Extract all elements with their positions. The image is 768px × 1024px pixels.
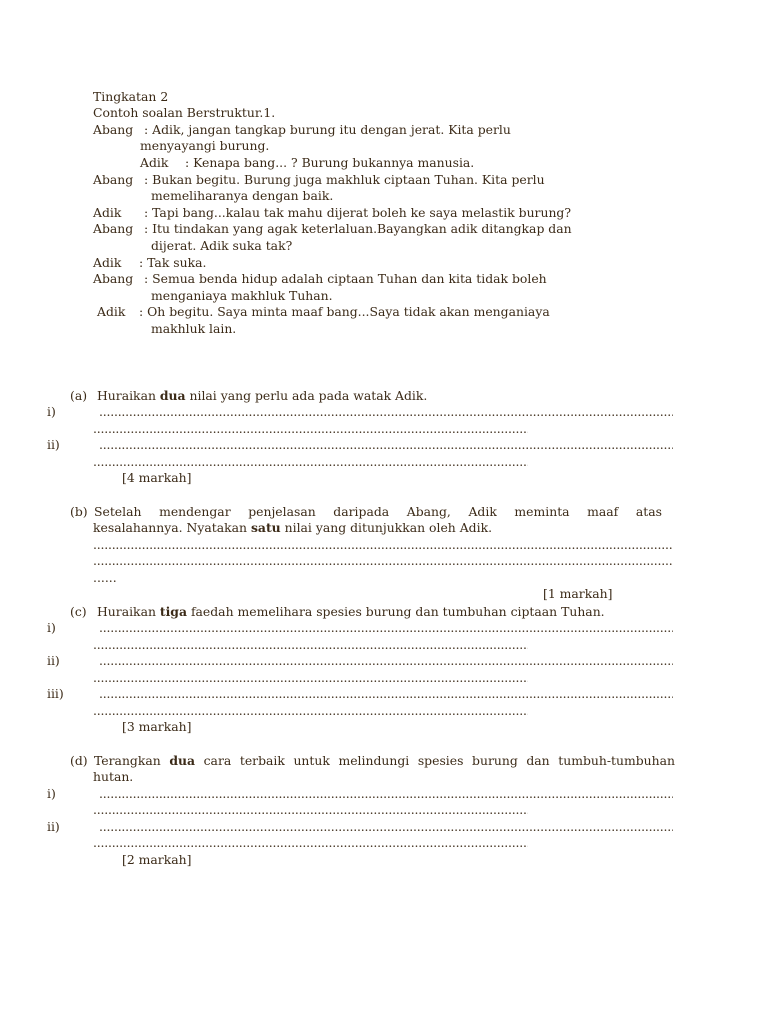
answer-line[interactable] <box>99 404 673 420</box>
marks-label: [2 markah] <box>122 852 192 867</box>
question-d-text: Terangkan dua cara terbaik untuk melindungi spesies burung dan tumbuh-tumbuhan <box>94 753 676 768</box>
question-b-text-cont: kesalahannya. Nyatakan satu nilai yang ditunjukkan oleh Adik. <box>93 520 493 535</box>
answer-line[interactable] <box>93 537 672 553</box>
question-c-label: (c) <box>70 604 87 619</box>
answer-line[interactable] <box>93 802 528 818</box>
dialogue-line: : Bukan begitu. Burung juga makhluk ciptaan Tuhan. Kita perlu <box>144 172 545 187</box>
answer-line[interactable] <box>99 819 673 835</box>
dialogue-speaker: Adik <box>97 304 126 319</box>
answer-line[interactable] <box>93 637 528 653</box>
answer-line[interactable] <box>93 454 528 470</box>
answer-line[interactable] <box>93 553 672 569</box>
answer-line[interactable] <box>93 835 528 851</box>
answer-line[interactable] <box>99 653 673 669</box>
answer-line[interactable] <box>99 620 673 636</box>
question-d-text-cont: hutan. <box>93 769 134 784</box>
question-b-label: (b) <box>70 504 88 519</box>
dialogue-speaker: Abang <box>93 271 134 286</box>
answer-line[interactable] <box>99 686 673 702</box>
dialogue-line: : Itu tindakan yang agak keterlaluan.Bayangkan adik ditangkap dan <box>144 221 572 236</box>
dialogue-line-cont: menyayangi burung. <box>140 138 270 153</box>
dialogue-line: : Oh begitu. Saya minta maaf bang...Saya tidak akan menganiaya <box>139 304 550 319</box>
dialogue-line-cont: makhluk lain. <box>151 321 237 336</box>
answer-number: ii) <box>47 437 60 452</box>
form-level: Tingkatan 2 <box>93 89 169 104</box>
question-d-label: (d) <box>70 753 88 768</box>
marks-label: [4 markah] <box>122 470 192 485</box>
answer-number: i) <box>47 620 56 635</box>
dialogue-line: : Semua benda hidup adalah ciptaan Tuhan dan kita tidak boleh <box>144 271 547 286</box>
dialogue-speaker: Abang <box>93 221 134 236</box>
answer-number: ii) <box>47 653 60 668</box>
dialogue-speaker: Adik <box>93 255 122 270</box>
question-a-label: (a) <box>70 388 88 403</box>
answer-line[interactable] <box>99 786 673 802</box>
answer-number: ii) <box>47 819 60 834</box>
dialogue-line: : Kenapa bang... ? Burung bukannya manusia. <box>185 155 475 170</box>
dialogue-speaker: Adik <box>93 205 122 220</box>
marks-label: [3 markah] <box>122 719 192 734</box>
question-b-text: Setelah mendengar penjelasan daripada Abang, Adik meminta maaf atas <box>94 504 662 519</box>
dialogue-line-cont: memeliharanya dengan baik. <box>151 188 334 203</box>
answer-line[interactable]: ...... <box>93 570 117 585</box>
dialogue-line: : Tak suka. <box>139 255 207 270</box>
answer-line[interactable] <box>99 437 673 453</box>
answer-line[interactable] <box>93 670 528 686</box>
answer-number: i) <box>47 404 56 419</box>
dialogue-line: : Tapi bang...kalau tak mahu dijerat boleh ke saya melastik burung? <box>144 205 572 220</box>
dialogue-speaker: Adik <box>140 155 169 170</box>
answer-line[interactable] <box>93 703 528 719</box>
marks-label: [1 markah] <box>543 586 613 601</box>
dialogue-speaker: Abang <box>93 172 134 187</box>
dialogue-line-cont: dijerat. Adik suka tak? <box>151 238 293 253</box>
dialogue-speaker: Abang <box>93 122 134 137</box>
sample-title: Contoh soalan Berstruktur.1. <box>93 105 276 120</box>
question-c-text: Huraikan tiga faedah memelihara spesies burung dan tumbuhan ciptaan Tuhan. <box>97 604 605 619</box>
dialogue-line: : Adik, jangan tangkap burung itu dengan jerat. Kita perlu <box>144 122 511 137</box>
answer-number: iii) <box>47 686 64 701</box>
dialogue-line-cont: menganiaya makhluk Tuhan. <box>151 288 333 303</box>
question-a-text: Huraikan dua nilai yang perlu ada pada watak Adik. <box>97 388 428 403</box>
answer-line[interactable] <box>93 421 528 437</box>
answer-number: i) <box>47 786 56 801</box>
